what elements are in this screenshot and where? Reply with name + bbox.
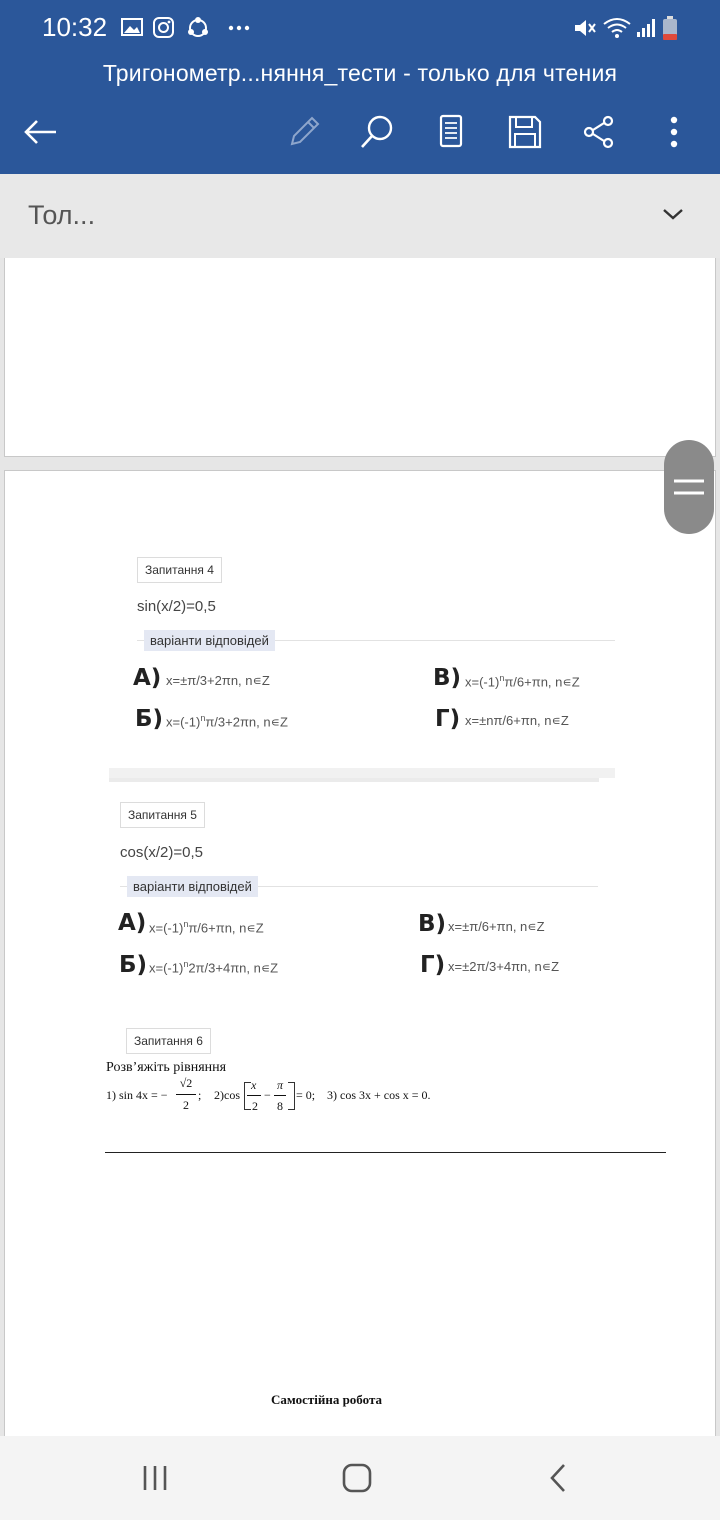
fraction-bar	[176, 1094, 196, 1095]
q5-option-v-letter: В)	[418, 911, 447, 937]
save-button[interactable]	[503, 110, 547, 154]
q4-option-v-letter: В)	[433, 665, 462, 691]
equation-1-numerator: √2	[179, 1076, 193, 1090]
bracket-right	[288, 1082, 295, 1110]
q5-option-b-letter: Б)	[119, 952, 148, 978]
app-header	[0, 0, 720, 174]
equation-2-prefix: 2)cos	[214, 1088, 240, 1102]
edit-pencil-icon	[286, 114, 322, 150]
status-time: 10:32	[42, 12, 108, 42]
question-separator	[109, 768, 615, 778]
more-options-button[interactable]	[652, 110, 696, 154]
section-heading: Самостійна робота	[271, 1392, 383, 1407]
equation-2-fraction2-numerator: π	[277, 1078, 284, 1092]
system-navigation-bar	[0, 1436, 720, 1520]
q5-option-v-text: x=±π/6+πn, n∊Z	[448, 919, 545, 934]
share-icon	[581, 114, 617, 150]
q4-option-g-letter: Г)	[435, 706, 461, 732]
nav-back-icon	[546, 1462, 570, 1494]
q4-option-v-text: $x=(-1)^n\pi/6+\pi n$, n∊Z	[465, 673, 580, 690]
search-button[interactable]	[355, 110, 399, 154]
sync-notification-icon	[185, 16, 211, 40]
q5-option-g-text: x=±2π/3+4πn, n∊Z	[448, 959, 560, 974]
q5-option-a-letter: А)	[118, 910, 147, 936]
q5-option-b-text: $x=(-1)^n2\pi/3+4\pi n$, n∊Z	[149, 959, 279, 976]
wifi-icon	[602, 16, 632, 40]
document-page-current[interactable]	[4, 470, 716, 1452]
instagram-notification-icon	[152, 16, 176, 38]
q5-option-a-text: $x=(-1)^n\pi/6+\pi n$, n∊Z	[149, 919, 264, 936]
search-icon	[358, 113, 396, 151]
question-5-equation: cos(x/2)=0,5	[120, 844, 203, 861]
battery-icon	[662, 16, 678, 42]
scroll-handle-icon	[673, 476, 705, 498]
q4-option-a-letter: А)	[133, 665, 162, 691]
equation-1-prefix: 1) sin 4x = −	[106, 1088, 168, 1102]
equation-2-fraction1-numerator: x	[251, 1078, 257, 1092]
style-selector-bar[interactable]	[0, 174, 720, 259]
q4-option-b-text: $x=(-1)^n\pi/3+2\pi n$, n∊Z	[166, 713, 288, 730]
home-button[interactable]	[332, 1456, 382, 1500]
signal-icon	[636, 16, 658, 40]
equation-2-fraction1-denominator: 2	[252, 1099, 258, 1113]
nav-back-button[interactable]	[533, 1456, 583, 1500]
question-6-prompt: Розв’яжіть рівняння	[106, 1060, 227, 1075]
mute-icon	[572, 16, 598, 40]
back-icon	[22, 117, 58, 147]
equation-1-suffix: ;	[198, 1088, 202, 1102]
document-title: Тригонометр...няння_тести - только для чтения	[102, 60, 618, 86]
recent-apps-icon	[141, 1464, 169, 1492]
q4-option-g-text: x=±nπ/6+πn, n∊Z	[465, 713, 569, 728]
equation-1-denominator: 2	[183, 1098, 189, 1112]
edit-button[interactable]	[282, 110, 326, 154]
scroll-handle[interactable]	[664, 440, 714, 534]
save-icon	[507, 114, 543, 150]
question-6-label: Запитання 6	[126, 1028, 211, 1054]
question-separator-shadow	[109, 778, 599, 782]
equation-2-fraction2-denominator: 8	[277, 1099, 283, 1113]
home-icon	[341, 1462, 373, 1494]
equation-2-suffix: = 0;	[296, 1088, 316, 1102]
question-5-label: Запитання 5	[120, 802, 205, 828]
equation-3: 3) cos 3x + cos x = 0.	[327, 1088, 431, 1102]
question-4-label: Запитання 4	[137, 557, 222, 583]
document-page-previous[interactable]	[4, 258, 716, 457]
reading-view-icon	[437, 113, 465, 151]
q5-option-g-letter: Г)	[420, 952, 446, 978]
more-notifications-icon	[226, 16, 254, 38]
question-5-variants-header: варіанти відповідей	[127, 876, 258, 897]
more-options-icon	[668, 114, 680, 150]
q4-option-a-text: x=±π/3+2πn, n∊Z	[166, 673, 270, 688]
fraction-bar	[274, 1095, 286, 1096]
style-selector-value[interactable]: Тол...	[28, 200, 96, 230]
recent-apps-button[interactable]	[130, 1456, 180, 1500]
equation-2-minus: −	[264, 1088, 271, 1102]
share-button[interactable]	[577, 110, 621, 154]
gallery-notification-icon	[120, 16, 144, 38]
bracket-left	[244, 1082, 251, 1110]
question-4-variants-header: варіанти відповідей	[144, 630, 275, 651]
horizontal-rule	[105, 1152, 666, 1153]
fraction-bar	[247, 1095, 261, 1096]
back-button[interactable]	[18, 110, 62, 154]
q4-option-b-letter: Б)	[135, 706, 164, 732]
reading-view-button[interactable]	[429, 110, 473, 154]
question-4-equation: sin(x/2)=0,5	[137, 598, 216, 615]
chevron-down-icon[interactable]	[660, 205, 686, 223]
